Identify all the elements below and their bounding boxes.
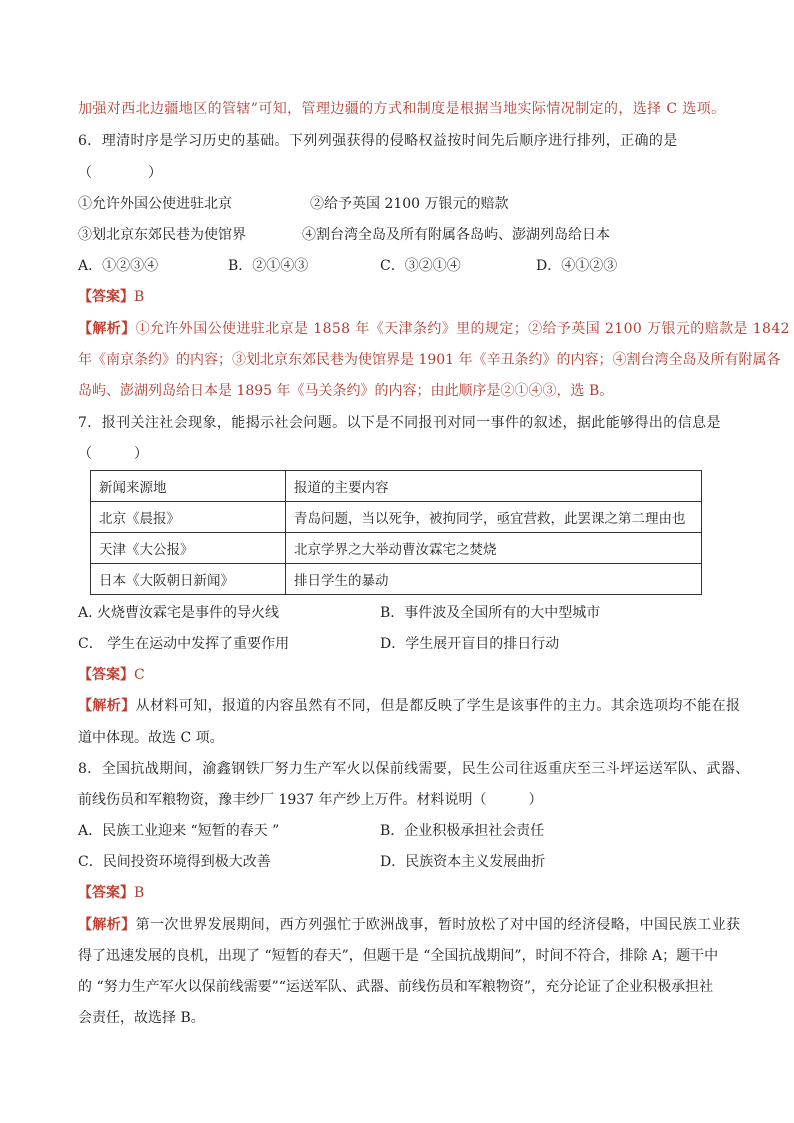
q6-item-2: ②给予英国 2100 万银元的赔款 [310,196,509,212]
table-header-row [91,471,702,502]
q8-option-b: B．企业积极承担社会责任 [380,823,545,839]
q8-stem-line1: 8．全国抗战期间，渝鑫钢铁厂努力生产军火以保前线需要，民生公司往返重庆至三斗坪运送军队、武器、 [78,761,750,777]
analysis-text: 第一次世界发展期间，西方列强忙于欧洲战事，暂时放松了对中国的经济侵略，中国民族工业获 [135,917,741,933]
q7-option-c: C． 学生在运动中发挥了重要作用 [78,636,290,652]
q6-option-c: C．③②①④ [380,258,461,274]
news-table [90,470,702,595]
q8-option-d: D．民族资本主义发展曲折 [380,854,546,870]
q7-stem-line2: （ ） [78,446,148,462]
q6-analysis-line1 [78,318,790,340]
q6-option-d: D．④①②③ [536,258,618,274]
table-cell: 青岛问题，当以死争，被拘同学，亟宜营救，此罢课之第二理由也 [286,502,702,533]
table-cell: 北京《晨报》 [91,502,286,533]
analysis-text: 从材料可知，报道的内容虽然有不同，但是都反映了学生是该事件的主力。其余选项均不能在报 [135,698,741,714]
q6-item-4: ④割台湾全岛及所有附属各岛屿、澎湖列岛给日本 [302,227,610,243]
table-row [91,502,702,533]
q7-analysis-line1 [78,695,741,717]
q8-analysis-line1 [78,914,741,936]
q7-answer [78,664,728,686]
analysis-label: 【解析】 [78,321,136,337]
q8-analysis-line2: 得了迅速发展的良机，出现了 “短暂的春天”，但题干是 “全国抗战期间”，时间不符合，排除 A；题干中 [78,948,719,964]
q8-option-a: A．民族工业迎来 “短暂的春天 ” [78,823,280,839]
table-header-cell: 新闻来源地 [91,471,286,502]
q7-option-a: A. 火烧曹汝霖宅是事件的导火线 [78,605,280,621]
table-cell: 日本《大阪朝日新闻》 [91,564,286,595]
q6-answer [78,286,728,308]
answer-value: C [134,667,145,683]
q8-stem-line2: 前线伤员和军粮物资，豫丰纱厂 1937 年产纱上万件。材料说明（ ） [78,792,543,808]
q6-option-a: A．①②③④ [78,258,159,274]
analysis-label: 【解析】 [78,917,136,933]
table-cell: 北京学界之大举动曹汝霖宅之焚烧 [286,533,702,564]
answer-label: 【答案】 [78,289,134,305]
analysis-label: 【解析】 [78,698,136,714]
analysis-text: ①允许外国公使进驻北京是 1858 年《天津条约》里的规定；②给予英国 2100 万银元的赔款是 1842 [135,321,790,337]
q6-item-3: ③划北京东郊民巷为使馆界 [78,227,246,243]
q6-analysis-line3: 岛屿、澎湖列岛给日本是 1895 年《马关条约》的内容；由此顺序是②①④③，选 B。 [78,383,614,399]
q6-stem-line1: 6．理清时序是学习历史的基础。下列列强获得的侵略权益按时间先后顺序进行排列，正确的是 [78,133,678,149]
q8-answer [78,882,728,904]
q8-analysis-line4: 会责任，故选择 B。 [78,1010,205,1026]
q7-stem-line1: 7．报刊关注社会现象，能揭示社会问题。以下是不同报刊对同一事件的叙述，据此能够得出的信息是 [78,415,721,431]
q7-analysis-line2: 道中体现。故选 C 项。 [78,730,224,746]
table-cell: 天津《大公报》 [91,533,286,564]
table-row [91,533,702,564]
q6-item-1: ①允许外国公使进驻北京 [78,196,232,212]
q7-option-d: D．学生展开盲目的排日行动 [380,636,560,652]
q8-analysis-line3: 的 “努力生产军火以保前线需要”“运送军队、武器、前线伤员和军粮物资”，充分论证了企业积极承担社 [78,979,714,995]
q6-analysis-line2: 年《南京条约》的内容；③划北京东郊民巷为使馆界是 1901 年《辛丑条约》的内容；④割台湾全岛及所有附属各 [78,352,781,368]
q7-option-b: B．事件波及全国所有的大中型城市 [380,605,601,621]
table-cell: 排日学生的暴动 [286,564,702,595]
q6-option-b: B．②①④③ [228,258,309,274]
q6-stem-line2: （ ） [78,165,162,181]
table-header-cell: 报道的主要内容 [286,471,702,502]
answer-value: B [134,289,145,305]
q8-option-c: C．民间投资环境得到极大改善 [78,854,271,870]
answer-label: 【答案】 [78,885,134,901]
answer-label: 【答案】 [78,667,134,683]
table-row [91,564,702,595]
answer-value: B [134,885,145,901]
intro-tail-text: 加强对西北边疆地区的管辖”可知，管理边疆的方式和制度是根据当地实际情况制定的，选择 C 选项。 [78,101,726,117]
